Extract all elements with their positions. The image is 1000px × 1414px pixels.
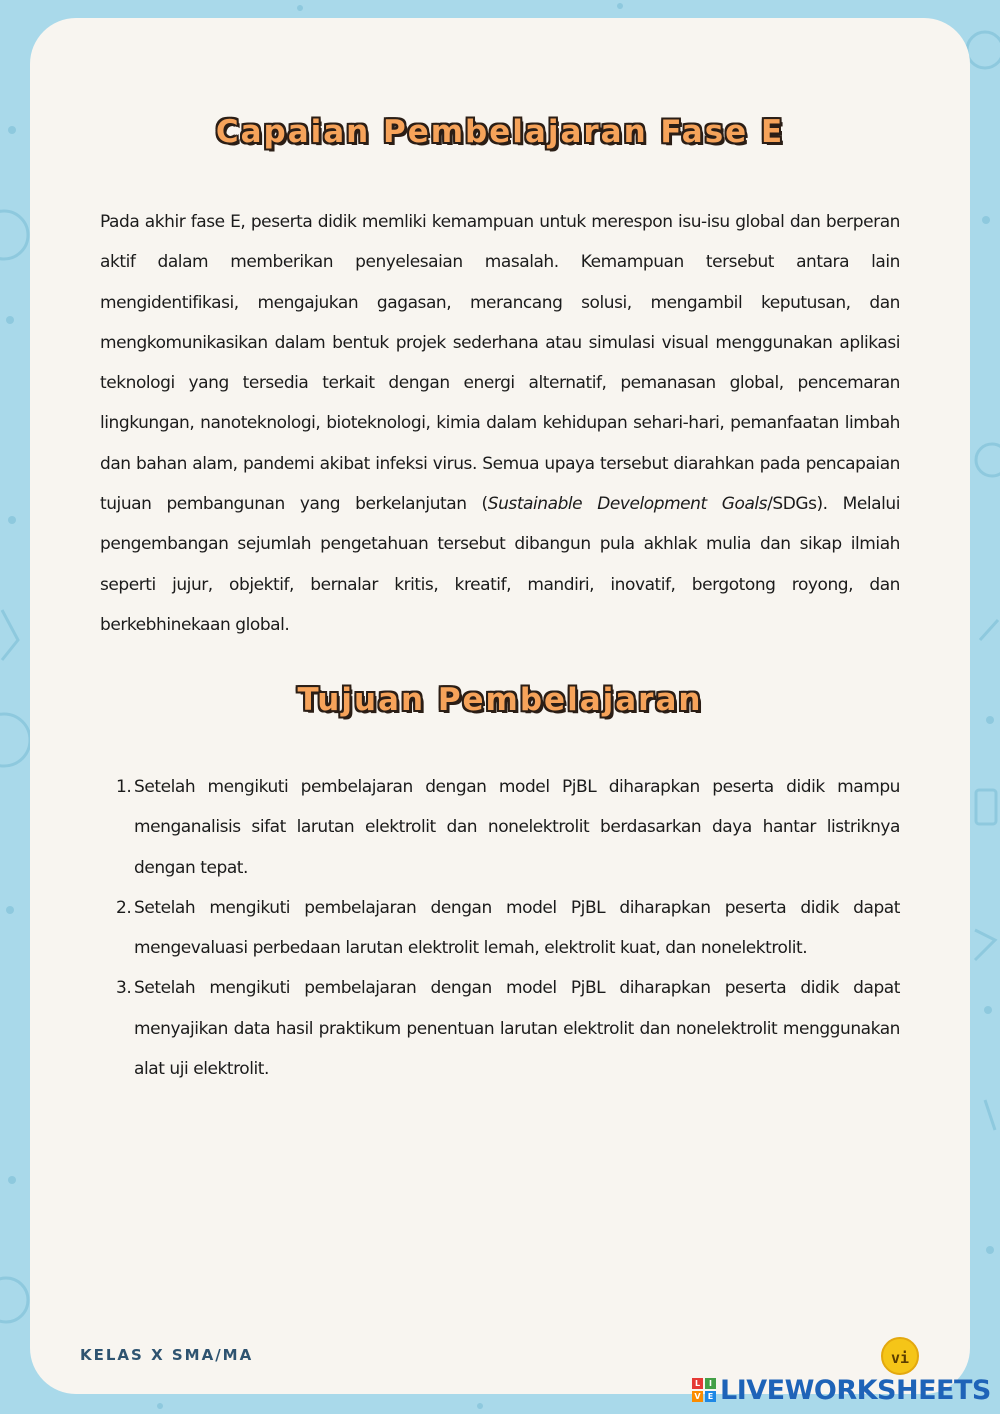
section-title-capaian: Capaian Pembelajaran Fase E [215,114,785,150]
class-label: KELAS X SMA/MA [80,1346,254,1364]
list-item [100,888,900,969]
list-item-number: 3. [116,978,132,999]
list-item-number: 2. [116,897,132,918]
logo-block: E [705,1391,716,1402]
list-item [100,968,900,1089]
content-card [30,18,970,1394]
list-item [100,767,900,888]
page-badge: vi [881,1337,919,1375]
liveworksheets-logo[interactable] [692,1374,991,1406]
paragraph-text-start: Pada akhir fase E, peserta didik memliki kemampuan untuk merespon isu-isu global dan berperan aktif dalam memberikan penyelesaian masalah. Kemampuan tersebut antara lain mengidentifikasi, mengajukan gagasan, merancang solusi, mengambil keputusan, dan mengkomunikasikan dalam bentuk projek sederhana atau simulasi visual menggunakan aplikasi teknologi yang tersedia terkait dengan energi alternatif, pemanasan global, pencemaran lingkungan, nanoteknologi, bioteknologi, kimia dalam kehidupan sehari-hari, pemanfaatan limbah dan bahan alam, pandemi akibat infeksi virus. Semua upaya tersebut diarahkan pada pencapaian tujuan pembangunan yang berkelanjutan ( [100,212,900,515]
list-item-number: 1. [116,777,132,797]
learning-goals-list [100,767,900,1089]
paragraph-italic-term: Sustainable Development Goals [487,494,768,515]
list-item-text: Setelah mengikuti pembelajaran dengan model PjBL diharapkan peserta didik mampu menganalisis sifat larutan elektrolit dan nonelektrolit berdasarkan daya hantar listriknya dengan tepat. [134,777,900,878]
logo-block: L [692,1378,703,1389]
logo-blocks-icon [692,1378,716,1402]
section-title-tujuan: Tujuan Pembelajaran [297,682,703,718]
list-item-text: Setelah mengikuti pembelajaran dengan model PjBL diharapkan peserta didik dapat mengevaluasi perbedaan larutan elektrolit lemah, elektrolit kuat, dan nonelektrolit. [134,897,900,959]
paragraph-text-end: /SDGs). Melalui pengembangan sejumlah pengetahuan tersebut dibangun pula akhlak mulia dan sikap ilmiah seperti jujur, objektif, bernalar kritis, kreatif, mandiri, inovatif, bergotong royong, dan berkebhinekaan global. [100,494,900,635]
capaian-paragraph [100,202,900,645]
logo-block: V [692,1391,703,1402]
logo-block: I [705,1378,716,1389]
list-item-text: Setelah mengikuti pembelajaran dengan model PjBL diharapkan peserta didik dapat menyajikan data hasil praktikum penentuan larutan elektrolit dan nonelektrolit menggunakan alat uji elektrolit. [134,978,900,1080]
brand-text: LIVEWORKSHEETS [720,1374,991,1406]
